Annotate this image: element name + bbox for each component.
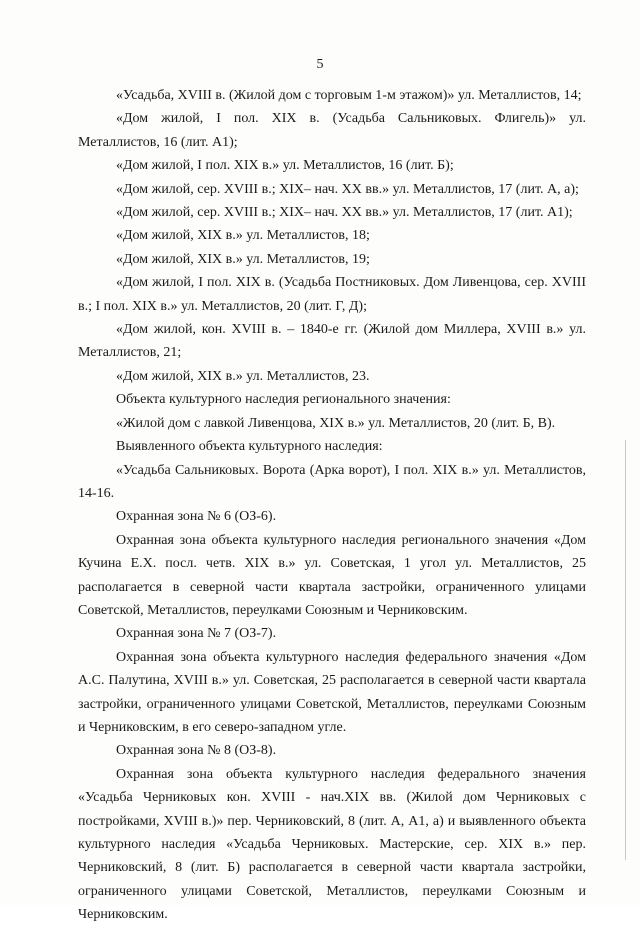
paragraph-heritage-item: «Жилой дом с лавкой Ливенцова, XIX в.» ул. Металлистов, 20 (лит. Б, В).	[116, 415, 556, 431]
paragraph-heritage-item: «Дом жилой, I пол. XIX в. (Усадьба Постниковых. Дом Ливенцова, сер. XVIII в.; I пол. XIX в.» ул. Металлистов, 20 (лит. Г, Д);	[78, 275, 586, 314]
paragraph-zone-description: Охранная зона объекта культурного наследия федерального значения «Усадьба Черниковых кон. XVIII - нач.XIX вв. (Жилой дом Черниковых с постройками, XVIII в.)» пер. Черниковский, 8 (лит. А, А1, а) и выявленного объекта культурного наследия «Усадьба Черниковых. Мастерские, сер. XIX в.» пер. Черниковский, 8 (лит. Б) располагается в северной части квартала застройки, ограниченного улицами Советской, Металлистов, переулками Союзным и Черниковским.	[78, 766, 586, 923]
paragraph-heritage-item: «Усадьба, XVIII в. (Жилой дом с торговым 1-м этажом)» ул. Металлистов, 14;	[116, 88, 582, 103]
paragraph-zone-description: Охранная зона объекта культурного наследия регионального значения «Дом Кучина Е.Х. посл. четв. XIX в.» ул. Советская, 1 угол ул. Металлистов, 25 располагается в северной части квартала застройки, ограниченного улицами Советской, Металлистов, переулками Союзным и Черниковским.	[78, 532, 586, 618]
paragraph-heritage-item: «Дом жилой, сер. XVIII в.; XIX– нач. XX вв.» ул. Металлистов, 17 (лит. А1);	[116, 205, 573, 221]
paragraph-zone-heading: Охранная зона № 6 (ОЗ-6).	[116, 509, 277, 525]
paragraph-section-heading: Выявленного объекта культурного наследия:	[116, 439, 383, 455]
paragraph-zone-description: Охранная зона объекта культурного наследия федерального значения «Дом А.С. Палутина, XVIII в.» ул. Советская, 25 располагается в северной части квартала застройки, ограниченного улицами Советской, Металлистов, переулками Союзным и Черниковским, в его северо-западном угле.	[78, 649, 586, 735]
paragraph-zone-heading: Охранная зона № 8 (ОЗ-8).	[116, 743, 277, 759]
paragraph-heritage-item: «Усадьба Сальниковых. Ворота (Арка ворот), I пол. XIX в.» ул. Металлистов, 14-16.	[78, 462, 586, 501]
document-body	[78, 84, 586, 927]
paragraph-section-heading: Объекта культурного наследия регионального значения:	[116, 392, 451, 408]
paragraph-heritage-item: «Дом жилой, кон. XVIII в. – 1840-е гг. (Жилой дом Миллера, XVIII в.» ул. Металлистов, 21;	[78, 322, 586, 361]
paragraph-heritage-item: «Дом жилой, I пол. XIX в. (Усадьба Сальниковых. Флигель)» ул. Металлистов, 16 (лит. А1);	[78, 111, 586, 150]
page-number: 5	[316, 57, 324, 72]
paragraph-heritage-item: «Дом жилой, сер. XVIII в.; XIX– нач. XX вв.» ул. Металлистов, 17 (лит. А, а);	[116, 181, 579, 197]
paragraph-heritage-item: «Дом жилой, I пол. XIX в.» ул. Металлистов, 16 (лит. Б);	[116, 158, 454, 174]
paragraph-heritage-item: «Дом жилой, XIX в.» ул. Металлистов, 19;	[116, 251, 370, 267]
paragraph-zone-heading: Охранная зона № 7 (ОЗ-7).	[116, 626, 277, 642]
scan-edge-line	[625, 440, 626, 860]
paragraph-heritage-item: «Дом жилой, XIX в.» ул. Металлистов, 18;	[116, 228, 370, 244]
paragraph-heritage-item: «Дом жилой, XIX в.» ул. Металлистов, 23.	[116, 368, 370, 384]
